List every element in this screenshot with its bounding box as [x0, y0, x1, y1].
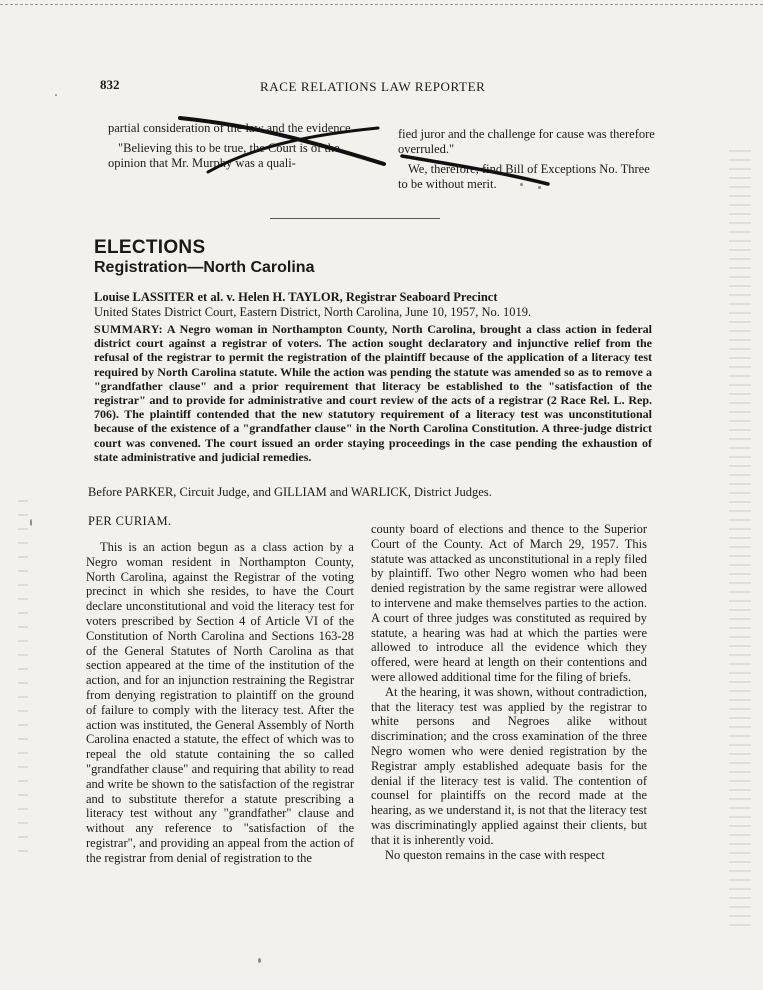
previous-case-paragraph: partial consideration of the law and the evidence.: [108, 121, 354, 135]
scan-speck: [30, 519, 32, 526]
opinion-paragraph: No queston remains in the case with respect: [385, 847, 605, 862]
scan-speck: [55, 94, 57, 96]
opinion-left-column: [86, 540, 354, 866]
per-curiam-heading: PER CURIAM.: [88, 514, 172, 528]
opinion-paragraph: county board of elections and thence to the Superior Court of the County. Act of March 29, 1957. This statute was attacked as unconstitutional in a reply filed by plaintiff. Two other Negro women who had been denied registration by the same registrar were allowed to intervene and make themselves parties to the action. A court of three judges was constituted as required by statute, a hearing was had at which the parties were allowed to introduce all the evidence which they offered, were heard at length on their contentions and were allowed additional time for the filing of briefs.: [371, 522, 647, 684]
scan-left-edge-noise: [18, 500, 28, 860]
scan-right-edge-noise: [729, 150, 751, 930]
court-line: United States District Court, Eastern District, North Carolina, June 10, 1957, No. 1019.: [94, 305, 532, 319]
section-subheading: Registration—North Carolina: [94, 259, 315, 276]
opinion-paragraph: This is an action begun as a class action by a Negro woman resident in Northampton County, North Carolina, against the Registrar of the voting precinct in which she resides, to have the Court declare unconstitutional and void the literacy test for voters prescribed by Section 4 of Article VI of the Constitution of North Carolina and Sections 163-28 of the General Statutes of North Carolina as that section appeared at the time of the institution of the action, and for an injunction restraining the Registrar from denying registration to plaintiff on the ground of failure to comply with the literacy test. After the action was instituted, the General Assembly of North Carolina enacted a statute, the effect of which was to repeal the old statute containing the so called "grandfather clause" and requiring that ability to read and write be shown to the satisfaction of the registrar and to substitute therefor a statute prescribing a literacy test without any "grandfather" clause and without any reference to "satisfaction of the registrar", and providing an appeal from the action of the registrar from denial of registration to the: [86, 540, 354, 865]
bench-line: Before PARKER, Circuit Judge, and GILLIAM and WARLICK, District Judges.: [88, 485, 492, 499]
summary-label: SUMMARY:: [94, 322, 163, 336]
opinion-right-column: [371, 522, 647, 862]
previous-case-paragraph: "Believing this to be true, the Court is of the opinion that Mr. Murphy was a quali-: [108, 141, 340, 170]
case-caption: Louise LASSITER et al. v. Helen H. TAYLOR, Registrar Seaboard Precinct: [94, 290, 498, 304]
pen-strikethrough-mark: [178, 114, 386, 176]
scan-speck: [538, 186, 541, 189]
scan-speck: [258, 958, 261, 963]
scan-top-edge: [0, 4, 763, 5]
pen-strikethrough-mark: [400, 150, 550, 190]
running-title: RACE RELATIONS LAW REPORTER: [260, 79, 486, 94]
opinion-paragraph: At the hearing, it was shown, without contradiction, that the literacy test was applied by the registrar to white persons and Negroes alike without discrimination; and the cross examination of the three Negro women who were denied registration by the Registrar amply established adequate basis for the denial if the literacy test is valid. The contention of counsel for plaintiffs on the record made at the hearing, as we understand it, is not that the literacy test was discriminatingly applied against their clients, but that it is inherently void.: [371, 684, 647, 847]
previous-case-paragraph: We, therefore, find Bill of Exceptions No. Three to be without merit.: [398, 162, 650, 191]
page-number: 832: [100, 77, 120, 92]
previous-case-paragraph: fied juror and the challenge for cause was therefore overruled.": [398, 127, 655, 156]
section-divider: [270, 218, 440, 219]
case-summary: [94, 322, 652, 464]
section-heading: ELECTIONS: [94, 237, 206, 258]
summary-text: A Negro woman in Northampton County, North Carolina, brought a class action in federal district court against a registrar of voters. The action sought declaratory and injunctive relief from the refusal of the registrar to permit the registration of the plaintiff because of the application of a literacy test required by North Carolina statute. While the action was pending the statute was amended so as to remove a "grandfather clause" and a prior requirement that literacy be established to the "satisfaction of the registrar" and to provide for administrative and court review of the acts of a registrar (2 Race Rel. L. Rep. 706). The plaintiff contended that the new statutory requirement of a literacy test was unconstitutional because of the existence of a "grandfather clause" in the North Carolina Constitution. A three-judge district court was convened. The court issued an order staying proceedings in the case pending the exhaustion of state administrative and judicial remedies.: [94, 322, 653, 464]
scan-speck: [520, 183, 523, 186]
